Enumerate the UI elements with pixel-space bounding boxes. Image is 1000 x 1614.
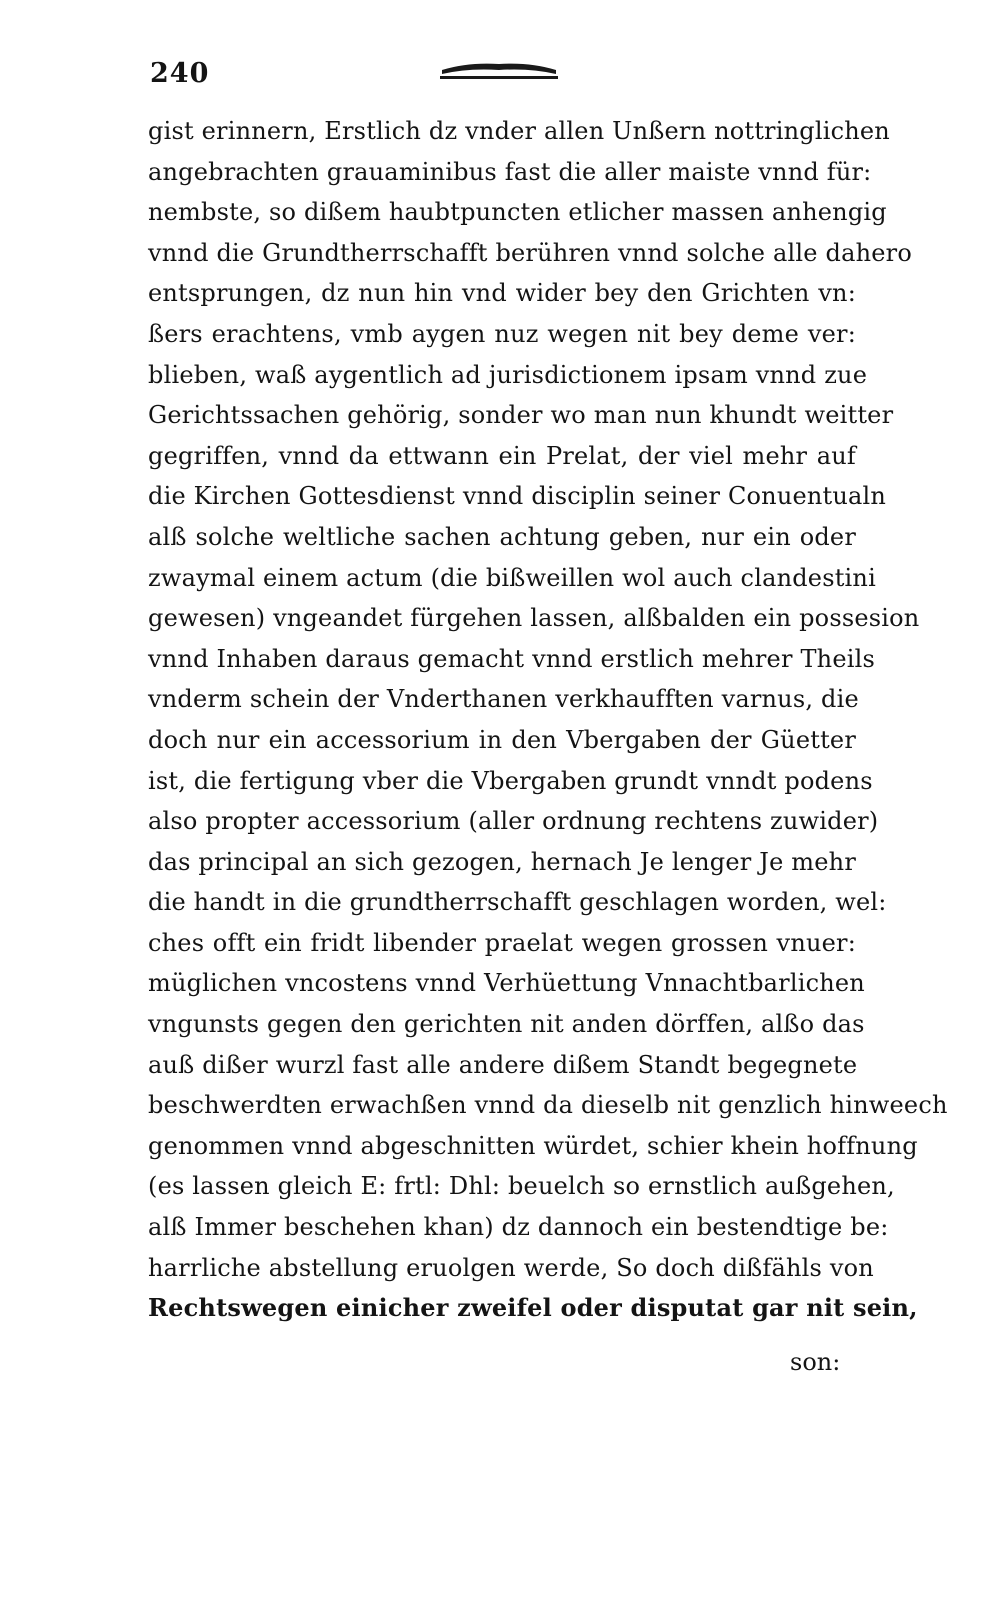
text-line: blieben, waß aygentlich ad jurisdictionem ipsam vnnd zue	[148, 360, 868, 389]
page-number: 240	[150, 58, 210, 89]
text-line: alß Immer beschehen khan) dz dannoch ein bestendtige be:	[148, 1213, 889, 1242]
text-line: vnderm schein der Vnderthanen verkhaufften varnus, die	[148, 685, 859, 714]
text-line: vngunsts gegen den gerichten nit anden dörffen, alßo das	[148, 1010, 865, 1039]
header-ornament-rule	[438, 58, 560, 84]
text-line: doch nur ein accessorium in den Vbergaben der Güetter	[148, 725, 856, 754]
text-line: genommen vnnd abgeschnitten würdet, schier khein hoffnung	[148, 1131, 918, 1160]
text-line: gist erinnern, Erstlich dz vnder allen Unßern nottringlichen	[148, 117, 890, 145]
text-line: gewesen) vngeandet fürgehen lassen, alßbalden ein possesion	[148, 604, 920, 633]
text-line: auß dißer wurzl fast alle andere dißem Standt begegnete	[148, 1050, 858, 1079]
text-line: alß solche weltliche sachen achtung geben, nur ein oder	[148, 522, 856, 551]
text-line: die handt in die grundtherrschafft geschlagen worden, wel:	[148, 888, 887, 917]
text-line: ist, die fertigung vber die Vbergaben grundt vnndt podens	[148, 766, 873, 795]
text-line: müglichen vncostens vnnd Verhüettung Vnnachtbarlichen	[148, 969, 865, 998]
text-line: gegriffen, vnnd da ettwann ein Prelat, der viel mehr auf	[148, 441, 856, 470]
catchword: son:	[790, 1348, 841, 1376]
text-line: (es lassen gleich E: frtl: Dhl: beuelch so ernstlich außgehen,	[148, 1172, 895, 1201]
text-line: ßers erachtens, vmb aygen nuz wegen nit bey deme ver:	[148, 319, 856, 348]
text-line: das principal an sich gezogen, hernach Je lenger Je mehr	[148, 847, 856, 876]
text-line: Gerichtssachen gehörig, sonder wo man nun khundt weitter	[148, 401, 894, 430]
text-line: angebrachten grauaminibus fast die aller maiste vnnd für:	[148, 157, 872, 186]
text-line: entsprungen, dz nun hin vnd wider bey den Grichten vn:	[148, 279, 856, 308]
text-line: vnnd die Grundtherrschafft berühren vnnd solche alle dahero	[148, 238, 912, 267]
text-line: also propter accessorium (aller ordnung rechtens zuwider)	[148, 807, 879, 836]
text-line: nembste, so dißem haubtpuncten etlicher massen anhengig	[148, 198, 887, 227]
body-text	[148, 111, 948, 1329]
text-line: harrliche abstellung eruolgen werde, So doch dißfähls von	[148, 1253, 874, 1282]
text-line: die Kirchen Gottesdienst vnnd disciplin seiner Conuentualn	[148, 482, 887, 511]
text-line: vnnd Inhaben daraus gemacht vnnd erstlich mehrer Theils	[148, 644, 875, 673]
text-line: zwaymal einem actum (die bißweillen wol auch clandestini	[148, 563, 876, 592]
text-line: beschwerdten erwachßen vnnd da dieselb nit genzlich hinweech	[148, 1091, 948, 1120]
text-line: Rechtswegen einicher zweifel oder disputat gar nit sein,	[148, 1293, 918, 1323]
text-line: ches offt ein fridt libender praelat wegen grossen vnuer:	[148, 928, 856, 957]
